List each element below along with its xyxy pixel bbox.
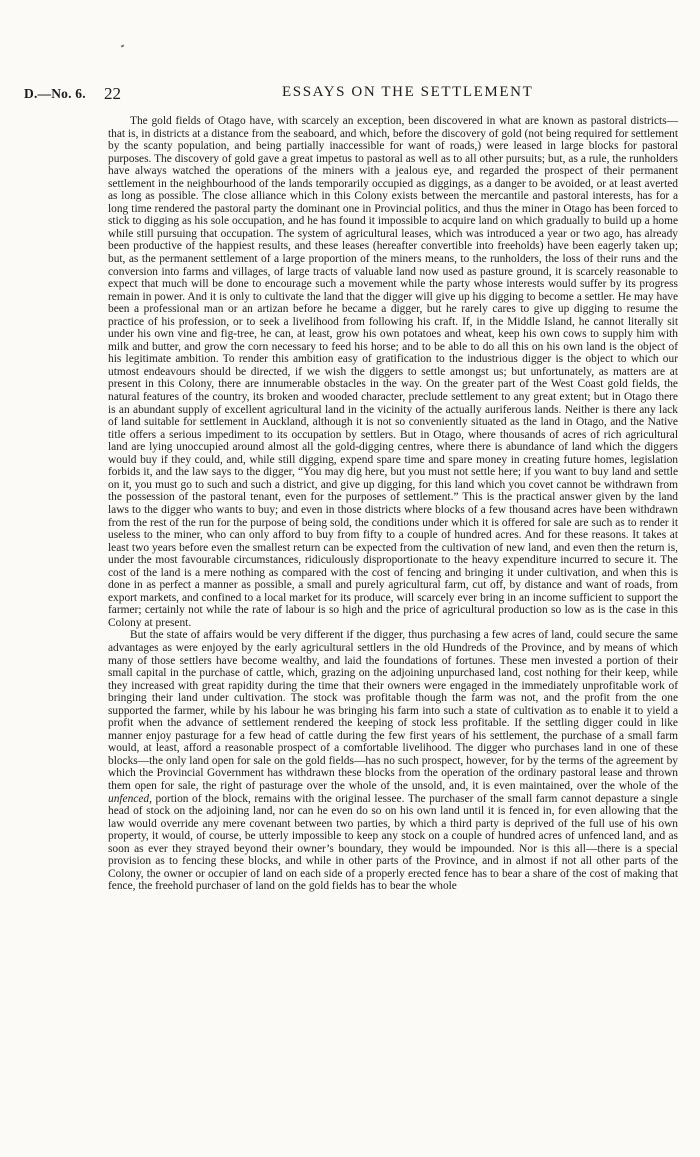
paragraph-1: [108, 115, 678, 629]
running-title: ESSAYS ON THE SETTLEMENT: [282, 84, 534, 100]
body-text: [108, 115, 678, 893]
page-number: 22: [104, 84, 121, 103]
paragraph-1-text: The gold fields of Otago have, with scarcely an exception, been discovered in what are known as pastoral districts—that is, in districts at a distance from the seaboard, and which, before the discovery of gold (not being required for settlement by the scanty population, and being partially inaccessible for want of roads,) were leased in large blocks for pastoral purposes. The discovery of gold gave a great impetus to pastoral as well as to all other pursuits; but, as a rule, the runholders have always watched the operations of the miners with a jealous eye, and regarded the prospect of their permanent settlement in the neighbourhood of the lands temporarily occupied as diggings, as a danger to be avoided, or at least averted as long as possible. The close alliance which in this Colony exists between the mercantile and pastoral interests, has for a long time rendered the pastoral party the dominant one in Provincial politics, and thus the miner in Otago has been forced to stick to digging as his sole occupation, and he has found it impossible to acquire land on which gradually to build up a home while still pursuing that occupation. The system of agricultural leases, which was introduced a year or two ago, has already been productive of the happiest results, and these leases (hereafter convertible into freeholds) have been eagerly taken up; but, as the permanent settlement of a large proportion of the miners means, to the runholders, the loss of their runs and the conversion into farms and villages, of large tracts of valuable land now used as pasture ground, it is scarcely reasonable to expect that much will be done to encourage such a movement while the party whose interests would suffer by its progress remain in power. And it is only to cultivate the land that the digger will give up his digging to become a settler. He may have been a professional man or an artizan before he became a digger, but he rarely cares to give up digging to resume the practice of his profession, or to seek a livelihood from following his craft. If, in the Middle Island, he cannot literally sit under his own vine and fig-tree, he can, at least, grow his own potatoes and wheat, keep his own cows to supply him with milk and butter, and grow the corn necessary to feed his horse; and to be able to do all this on his own land is the object of his legitimate ambition. To render this ambition easy of gratification to the industrious digger is the object to which our utmost endeavours should be directed, if we wish the diggers to settle amongst us; but unfortunately, as matters are at present in this Colony, there are innumerable obstacles in the way. On the greater part of the West Coast gold fields, the natural features of the country, its broken and wooded character, preclude settlement to any great extent; but in Otago there is an abundant supply of excellent agricultural land in the vicinity of the actually auriferous lands. Neither is there any lack of land suitable for settlement in Auckland, although it is not so conveniently situated as the land in Otago, and the Native title offers a serious impediment to its occupation by settlers. But in Otago, where thousands of acres of rich agricultural land are lying unoccupied around almost all the gold-digging centres, where there is abundance of land which the diggers would buy if they could, and, while still digging, expend spare time and spare money in creating future homes, legislation forbids it, and the law says to the digger, “You may dig here, but you must not settle here; if you want to buy land and settle on it, you must go to such and such a district, and give up digging, for this land which you covet cannot be withdrawn from the possession of the pastoral tenant, even for the purposes of settlement.” This is the practical answer given by the land laws to the digger who wants to buy; and even in those districts where blocks of a few thousand acres have been withdrawn from the rest of the run for the purpose of being sold, the conditions under which it is offered for sale are such as to render it useless to the miner, who can only afford to buy from fifty to a couple of hundred acres. And for these reasons. It takes at least two years before even the smallest return can be expected from the cultivation of new land, and even then the return is, under the most favourable circumstances, ridiculously disproportionate to the heavy expenditure incurred to secure it. The cost of the land is a mere nothing as compared with the cost of fencing and bringing it under cultivation, and when this is done in as perfect a manner as possible, a small and purely agricultural farm, cut off, by distance and want of roads, from export markets, and confined to a local market for its produce, will scarcely ever bring in an income sufficient to support the farmer; certainly not while the rate of labour is so high and the price of agricultural production so low as is the case in this Colony at present.: [108, 115, 678, 629]
paragraph-2-text-start: But the state of affairs would be very different if the digger, thus purchasing a few acres of land, could secure the same advantages as were enjoyed by the early agricultural settlers in the old Hundreds of the Province, and by means of which many of those settlers have become wealthy, and laid the foundations of fortunes. These men invested a portion of their small capital in the purchase of cattle, which, grazing on the adjoining unpurchased land, cost nothing for their keep, while they increased with great rapidity during the time that their owners were engaged in the immediately unprofitable work of bringing their land under cultivation. The stock was profitable though the farm was not, and the profit from the one supported the farmer, while by his labour he was bringing his farm into such a state of cultivation as to enable it to yield a profit when the advance of settlement rendered the keeping of stock less profitable. If the settling digger could in like manner enjoy pasturage for a few head of cattle during the few first years of his settlement, the purchase of a small farm would, at least, afford a reasonable prospect of a comfortable livelihood. The digger who purchases land in one of these blocks—the only land open for sale on the gold fields—has no such prospect, however, for by the terms of the agreement by which the Provincial Government has withdrawn these blocks from the operation of the ordinary pastoral lease and thrown them open for sale, the right of pasturage over the whole of the unsold, and, it is even maintained, over the whole of the: [108, 629, 678, 792]
scan-mark: [121, 44, 125, 47]
paragraph-2: [108, 629, 678, 892]
page-header: [24, 86, 674, 108]
paragraph-2-emphasis: unfenced,: [108, 792, 152, 805]
paragraph-2-text-end: portion of the block, remains with the original lessee. The purchaser of the small farm cannot depasture a single head of stock on the adjoining land, nor can he even do so on his own land until it is fenced in, for even allowing that the law would override any mere covenant between two parties, by which a third party is deprived of the full use of his own property, it would, of course, be utterly impossible to keep any stock on a couple of hundred acres of unfenced land, and as soon as ever they strayed beyond their owner’s boundary, they would be impounded. Nor is this all—there is a special provision as to fencing these blocks, and while in other parts of the Province, and in almost if not all other parts of the Colony, the owner or occupier of land on each side of a properly erected fence has to bear a share of the cost of making that fence, the freehold purchaser of land on the gold fields has to bear the whole: [108, 792, 678, 893]
document-reference: D.—No. 6.: [24, 86, 86, 101]
